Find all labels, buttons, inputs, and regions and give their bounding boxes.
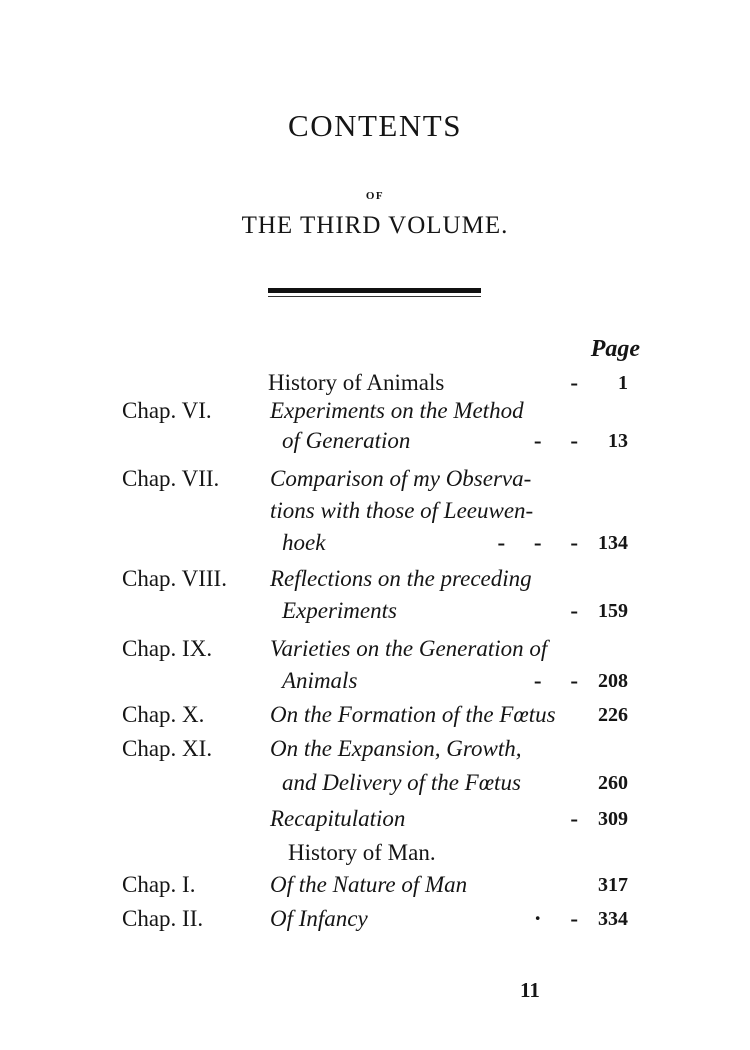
title-connector: OF [365, 190, 385, 202]
toc-entry [0, 466, 750, 500]
chapter-number: Chap. VII. [122, 466, 220, 491]
chapter-number: Chap. VIII. [122, 566, 227, 591]
toc-entry [0, 530, 750, 564]
page-number: 159 [598, 600, 628, 622]
chapter-title: of Generation [282, 428, 411, 453]
chapter-title: Varieties on the Generation of [270, 636, 548, 661]
volume-title: THE THIRD VOLUME. [241, 212, 509, 239]
page-column-label: Page [590, 336, 640, 362]
chapter-title: History of Animals [268, 370, 445, 395]
dot-leader: - [570, 370, 578, 395]
toc-entry [0, 770, 750, 804]
toc-entry [0, 840, 750, 874]
toc-entry [0, 598, 750, 632]
page-number: 1 [618, 372, 628, 394]
page-number: 317 [598, 874, 628, 896]
page-number: 334 [598, 908, 628, 930]
toc-entry [0, 872, 750, 906]
toc-entry [0, 702, 750, 736]
chapter-number: Chap. VI. [122, 398, 212, 423]
page-folio: 11 [520, 978, 540, 1002]
title-rule-thin [268, 296, 481, 297]
toc-entry [0, 398, 750, 432]
toc-entry [0, 428, 750, 462]
toc-entry [0, 668, 750, 702]
dot-leader: - - [533, 668, 578, 693]
chapter-title: and Delivery of the Fœtus [282, 770, 521, 795]
dot-leader: · - [533, 906, 578, 931]
dot-leader: - [570, 598, 578, 623]
chapter-number: Chap. XI. [122, 736, 213, 761]
dot-leader: - [570, 806, 578, 831]
chapter-title: History of Man. [288, 840, 436, 865]
chapter-title: Reflections on the preceding [270, 566, 532, 591]
dot-leader: - - - [497, 530, 578, 555]
chapter-title: On the Formation of the Fœtus [270, 702, 556, 727]
chapter-title: Of Infancy [270, 906, 368, 931]
chapter-title: Comparison of my Observa- [270, 466, 532, 491]
toc-entry [0, 498, 750, 532]
page-number: 260 [598, 772, 628, 794]
chapter-title: hoek [282, 530, 326, 555]
page-number: 134 [598, 532, 628, 554]
chapter-title: Animals [282, 668, 358, 693]
toc-entry [0, 736, 750, 770]
chapter-number: Chap. II. [122, 906, 204, 931]
chapter-title: tions with those of Leeuwen- [270, 498, 534, 523]
page-number: 13 [608, 430, 628, 452]
page-number: 309 [598, 808, 628, 830]
dot-leader: - - [533, 428, 578, 453]
chapter-title: Of the Nature of Man [270, 872, 468, 897]
chapter-title: On the Expansion, Growth, [270, 736, 522, 761]
toc-entry [0, 806, 750, 840]
chapter-number: Chap. X. [122, 702, 205, 727]
chapter-number: Chap. I. [122, 872, 196, 897]
title-rule-thick [268, 288, 481, 293]
toc-entry [0, 566, 750, 600]
page-number: 208 [598, 670, 628, 692]
page-number: 226 [598, 704, 628, 726]
chapter-title: Recapitulation [270, 806, 406, 831]
toc-entry [0, 906, 750, 940]
chapter-title: Experiments on the Method [270, 398, 524, 423]
toc-entry [0, 636, 750, 670]
chapter-number: Chap. IX. [122, 636, 213, 661]
page-title: CONTENTS [288, 108, 462, 143]
chapter-title: Experiments [282, 598, 397, 623]
